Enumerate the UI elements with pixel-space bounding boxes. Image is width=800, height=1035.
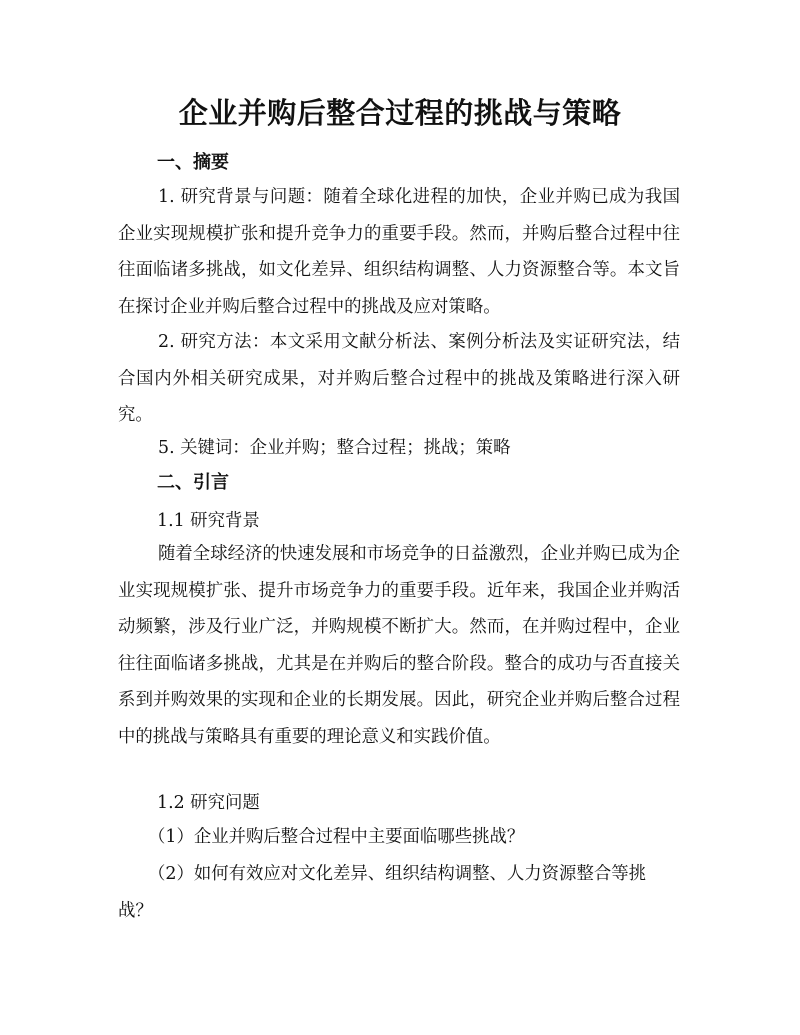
section-1-2-heading: 1.2 研究问题: [157, 793, 260, 813]
research-question-1: （1）企业并购后整合过程中主要面临哪些挑战？: [148, 827, 525, 847]
section-1-1-heading: 1.1 研究背景: [157, 511, 260, 531]
abstract-heading: 一、摘要: [157, 152, 229, 173]
abstract-paragraph-method: 2. 研究方法：本文采用文献分析法、案例分析法及实证研究法，结合国内外相关研究成果，对并购后整合过程中的挑战及策略进行深入研究。: [118, 332, 680, 425]
document-title: 企业并购后整合过程的挑战与策略: [178, 96, 622, 130]
research-question-2: （2）如何有效应对文化差异、组织结构调整、人力资源整合等挑战？: [118, 864, 647, 921]
abstract-keywords: 5. 关键词：企业并购；整合过程；挑战；策略: [158, 438, 511, 458]
intro-heading: 二、引言: [157, 472, 229, 493]
background-paragraph: 随着全球经济的快速发展和市场竞争的日益激烈，企业并购已成为企业实现规模扩张、提升市场竞争力的重要手段。近年来，我国企业并购活动频繁，涉及行业广泛，并购规模不断扩大。然而，在并购过程中，企业往往面临诸多挑战，尤其是在并购后的整合阶段。整合的成功与否直接关系到并购效果的实现和企业的长期发展。因此，研究企业并购后整合过程中的挑战与策略具有重要的理论意义和实践价值。: [118, 544, 680, 747]
abstract-paragraph-background: 1. 研究背景与问题：随着全球化进程的加快，企业并购已成为我国企业实现规模扩张和提升竞争力的重要手段。然而，并购后整合过程中往往面临诸多挑战，如文化差异、组织结构调整、人力资源整合等。本文旨在探讨企业并购后整合过程中的挑战及应对策略。: [118, 187, 680, 317]
